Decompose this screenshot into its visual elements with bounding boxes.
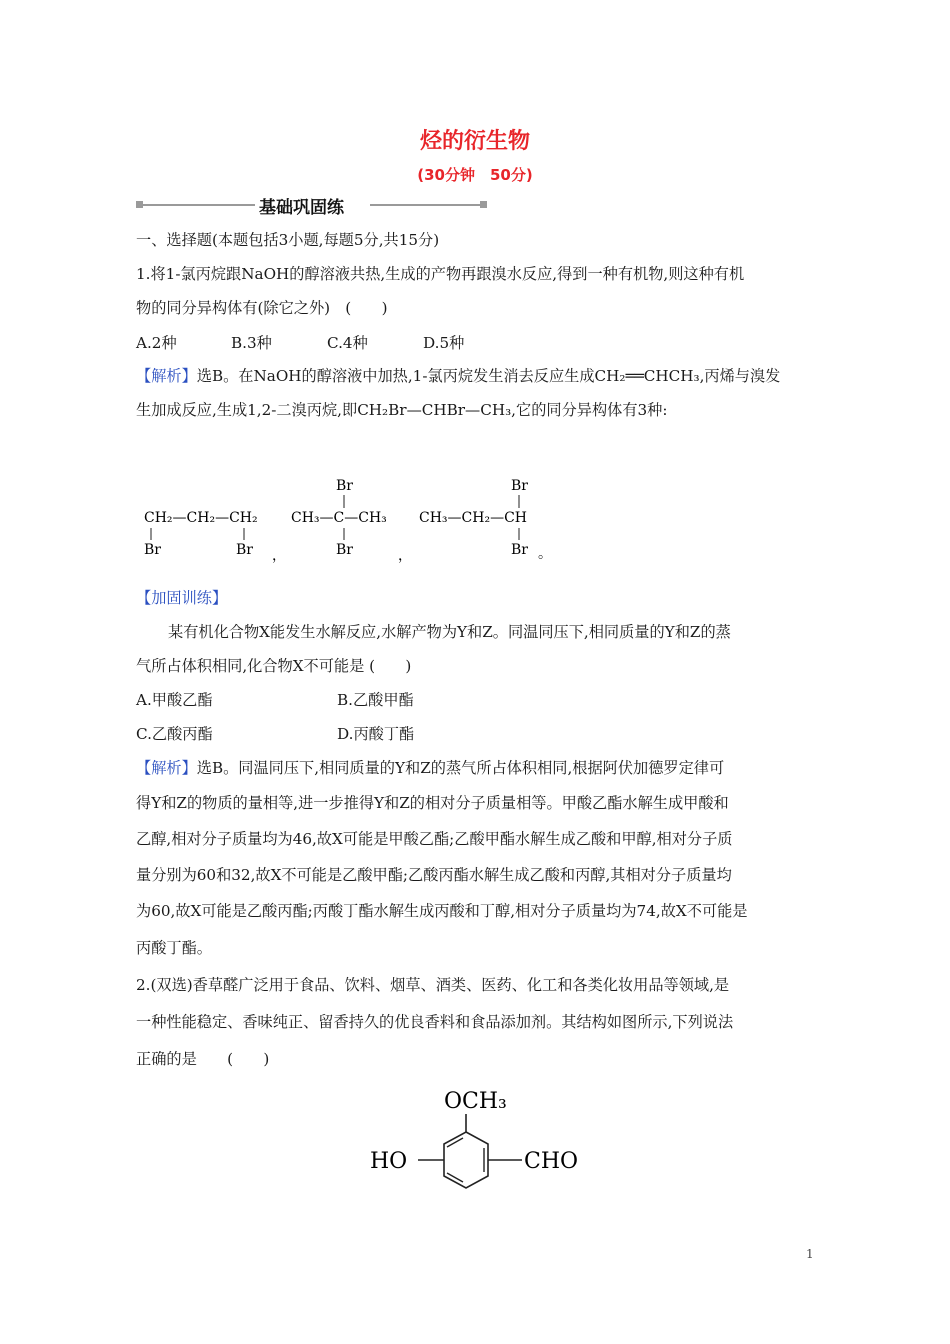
q1-option-d: D.5种 <box>423 334 465 352</box>
q1-option-a: A.2种 <box>136 334 177 352</box>
isomer-3-br-bottom: Br <box>511 542 528 558</box>
analysis-text: 选B。在NaOH的醇溶液中加热,1-氯丙烷发生消去反应生成CH₂══CHCH₃,丙烯与溴发 <box>196 367 781 385</box>
extra-stem-line2: 气所占体积相同,化合物X不可能是 ( ) <box>136 657 412 675</box>
extra-analysis-line4: 量分别为60和32,故X不可能是乙酸甲酯;乙酸丙酯水解生成乙酸和丙醇,其相对分子质量均 <box>136 866 732 884</box>
isomer-2-chain: CH₃—C—CH₃ <box>291 510 387 526</box>
extra-option-c: C.乙酸丙酯 <box>136 725 213 743</box>
vanillin-cho: CHO <box>524 1149 579 1174</box>
isomer-3-br-top: Br <box>511 478 528 494</box>
q1-stem-line2: 物的同分异构体有(除它之外) ( ) <box>136 299 388 317</box>
comma-2: ， <box>398 548 412 564</box>
period: 。 <box>538 546 552 562</box>
q1-option-b: B.3种 <box>231 334 272 352</box>
divider-right-line <box>370 204 483 206</box>
vanillin-double-bond-1 <box>447 1138 463 1147</box>
extra-option-a: A.甲酸乙酯 <box>136 691 213 709</box>
isomer-2-br-top: Br <box>336 478 353 494</box>
q2-stem-line3: 正确的是 ( ) <box>136 1050 270 1068</box>
q1-option-c: C.4种 <box>327 334 368 352</box>
vanillin-och3: OCH₃ <box>444 1089 507 1114</box>
isomer-2-br-bottom: Br <box>336 542 353 558</box>
extra-option-b: B.乙酸甲酯 <box>337 691 414 709</box>
vanillin-benzene-ring <box>444 1132 488 1188</box>
q2-stem-line1: 2.(双选)香草醛广泛用于食品、饮料、烟草、酒类、医药、化工和各类化妆用品等领域,是 <box>136 976 730 994</box>
q2-stem-line2: 一种性能稳定、香味纯正、留香持久的优良香料和食品添加剂。其结构如图所示,下列说法 <box>136 1013 734 1031</box>
vanillin-ho: HO <box>370 1149 408 1174</box>
vanillin-structure <box>360 1080 600 1210</box>
extra-analysis-line1 <box>136 757 724 779</box>
isomer-1 <box>144 510 286 564</box>
page-title: 烃的衍生物 <box>419 129 530 154</box>
isomer-2 <box>291 478 412 564</box>
part-heading: 一、选择题(本题包括3小题,每题5分,共15分) <box>136 231 440 249</box>
extra-analysis-line5: 为60,故X可能是乙酸丙酯;丙酸丁酯水解生成丙酸和丁醇,相对分子质量均为74,故X不可能是 <box>136 902 748 920</box>
isomer-1-br-left: Br <box>144 542 161 558</box>
section-title: 基础巩固练 <box>255 193 348 218</box>
extra-analysis-line2: 得Y和Z的物质的量相等,进一步推得Y和Z的相对分子质量相等。甲酸乙酯水解生成甲酸和 <box>136 794 729 812</box>
analysis-label: 【解析】 <box>136 367 197 385</box>
page-subtitle: (30分钟 50分) <box>417 166 533 184</box>
divider-left-line <box>140 204 255 206</box>
extra-analysis-line3: 乙醇,相对分子质量均为46,故X可能是甲酸乙酯;乙酸甲酯水解生成乙酸和甲醇,相对分子质 <box>136 830 733 848</box>
isomer-structures <box>136 470 586 570</box>
analysis-label: 【解析】 <box>136 759 197 777</box>
q1-analysis-line2: 生加成反应,生成1,2-二溴丙烷,即CH₂Br—CHBr—CH₃,它的同分异构体有3种: <box>136 401 668 419</box>
analysis-text: 选B。同温同压下,相同质量的Y和Z的蒸气所占体积相同,根据阿伏加德罗定律可 <box>196 759 725 777</box>
q1-analysis-line1 <box>136 365 780 387</box>
extra-stem-line1: 某有机化合物X能发生水解反应,水解产物为Y和Z。同温同压下,相同质量的Y和Z的蒸 <box>168 623 731 641</box>
extra-label: 【加固训练】 <box>136 589 228 607</box>
isomer-3 <box>419 478 552 562</box>
divider-right-end <box>480 201 487 208</box>
comma-1: ， <box>272 548 286 564</box>
isomer-1-chain: CH₂—CH₂—CH₂ <box>144 510 258 526</box>
isomer-3-chain: CH₃—CH₂—CH <box>419 510 527 526</box>
q1-stem-line1: 1.将1-氯丙烷跟NaOH的醇溶液共热,生成的产物再跟溴水反应,得到一种有机物,则这种有机 <box>136 265 745 283</box>
extra-analysis-line6: 丙酸丁酯。 <box>136 939 212 957</box>
page-number: 1 <box>806 1247 814 1261</box>
isomer-1-br-right: Br <box>236 542 253 558</box>
vanillin-double-bond-3 <box>447 1173 463 1182</box>
extra-option-d: D.丙酸丁酯 <box>337 725 415 743</box>
